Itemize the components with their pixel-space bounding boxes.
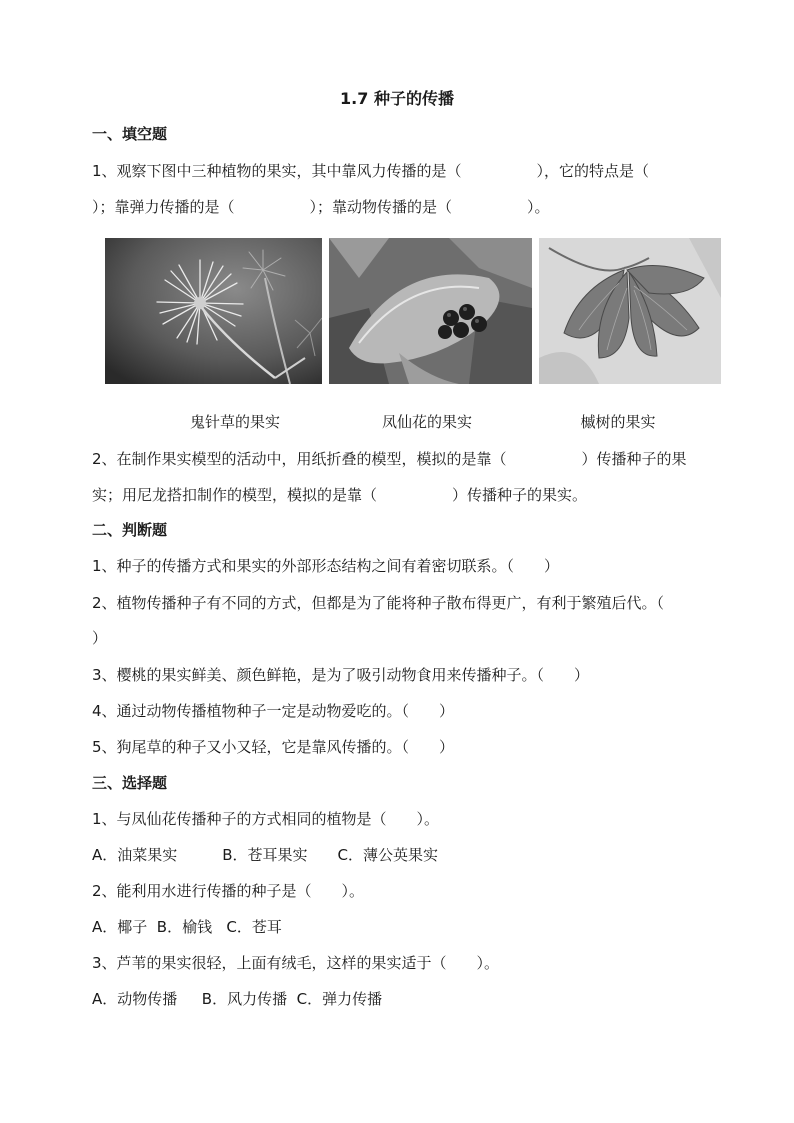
tf-question-2-line-1: 2、植物传播种子有不同的方式，但都是为了能将种子散布得更广，有利于繁殖后代。（ — [92, 594, 665, 612]
photo-caption-3: 槭树的果实 — [580, 413, 656, 431]
question-1-line-1: 1、观察下图中三种植物的果实，其中靠风力传播的是（ ），它的特点是（ — [92, 162, 650, 180]
question-1-line-2: ）；靠弹力传播的是（ ）；靠动物传播的是（ ）。 — [92, 198, 550, 216]
tf-question-1: 1、种子的传播方式和果实的外部形态结构之间有着密切联系。（ ） — [92, 557, 560, 575]
mc-question-3-options: A．动物传播 B．风力传播 C．弹力传播 — [92, 990, 383, 1008]
tf-question-2-line-2: ） — [92, 629, 108, 647]
tf-question-5: 5、狗尾草的种子又小又轻，它是靠风传播的。（ ） — [92, 738, 455, 756]
mc-question-2: 2、能利用水进行传播的种子是（ ）。 — [92, 882, 365, 900]
balsam-pod-photo — [329, 238, 532, 384]
mc-question-1-options: A．油菜果实 B．苍耳果实 C．薄公英果实 — [92, 846, 439, 864]
section-heading-multiple-choice: 三、选择题 — [92, 774, 168, 792]
photo-caption-1: 鬼针草的果实 — [189, 413, 280, 431]
section-heading-fill-blank: 一、填空题 — [92, 125, 168, 143]
mc-question-2-options: A．椰子 B．榆钱 C．苍耳 — [92, 918, 282, 936]
question-2-line-1: 2、在制作果实模型的活动中，用纸折叠的模型，模拟的是靠（ ）传播种子的果 — [92, 450, 687, 468]
mc-question-1: 1、与凤仙花传播种子的方式相同的植物是（ ）。 — [92, 810, 440, 828]
maple-samara-photo — [539, 238, 721, 384]
photo-caption-2: 凤仙花的果实 — [381, 413, 472, 431]
question-2-line-2: 实；用尼龙搭扣制作的模型，模拟的是靠（ ）传播种子的果实。 — [92, 486, 588, 504]
spiky-seed-head-photo — [105, 238, 322, 384]
section-heading-true-false: 二、判断题 — [92, 521, 168, 539]
mc-question-3: 3、芦苇的果实很轻，上面有绒毛，这样的果实适于（ ）。 — [92, 954, 500, 972]
tf-question-4: 4、通过动物传播植物种子一定是动物爱吃的。（ ） — [92, 702, 455, 720]
page-title: 1.7 种子的传播 — [340, 89, 454, 108]
tf-question-3: 3、樱桃的果实鲜美、颜色鲜艳，是为了吸引动物食用来传播种子。（ ） — [92, 666, 590, 684]
